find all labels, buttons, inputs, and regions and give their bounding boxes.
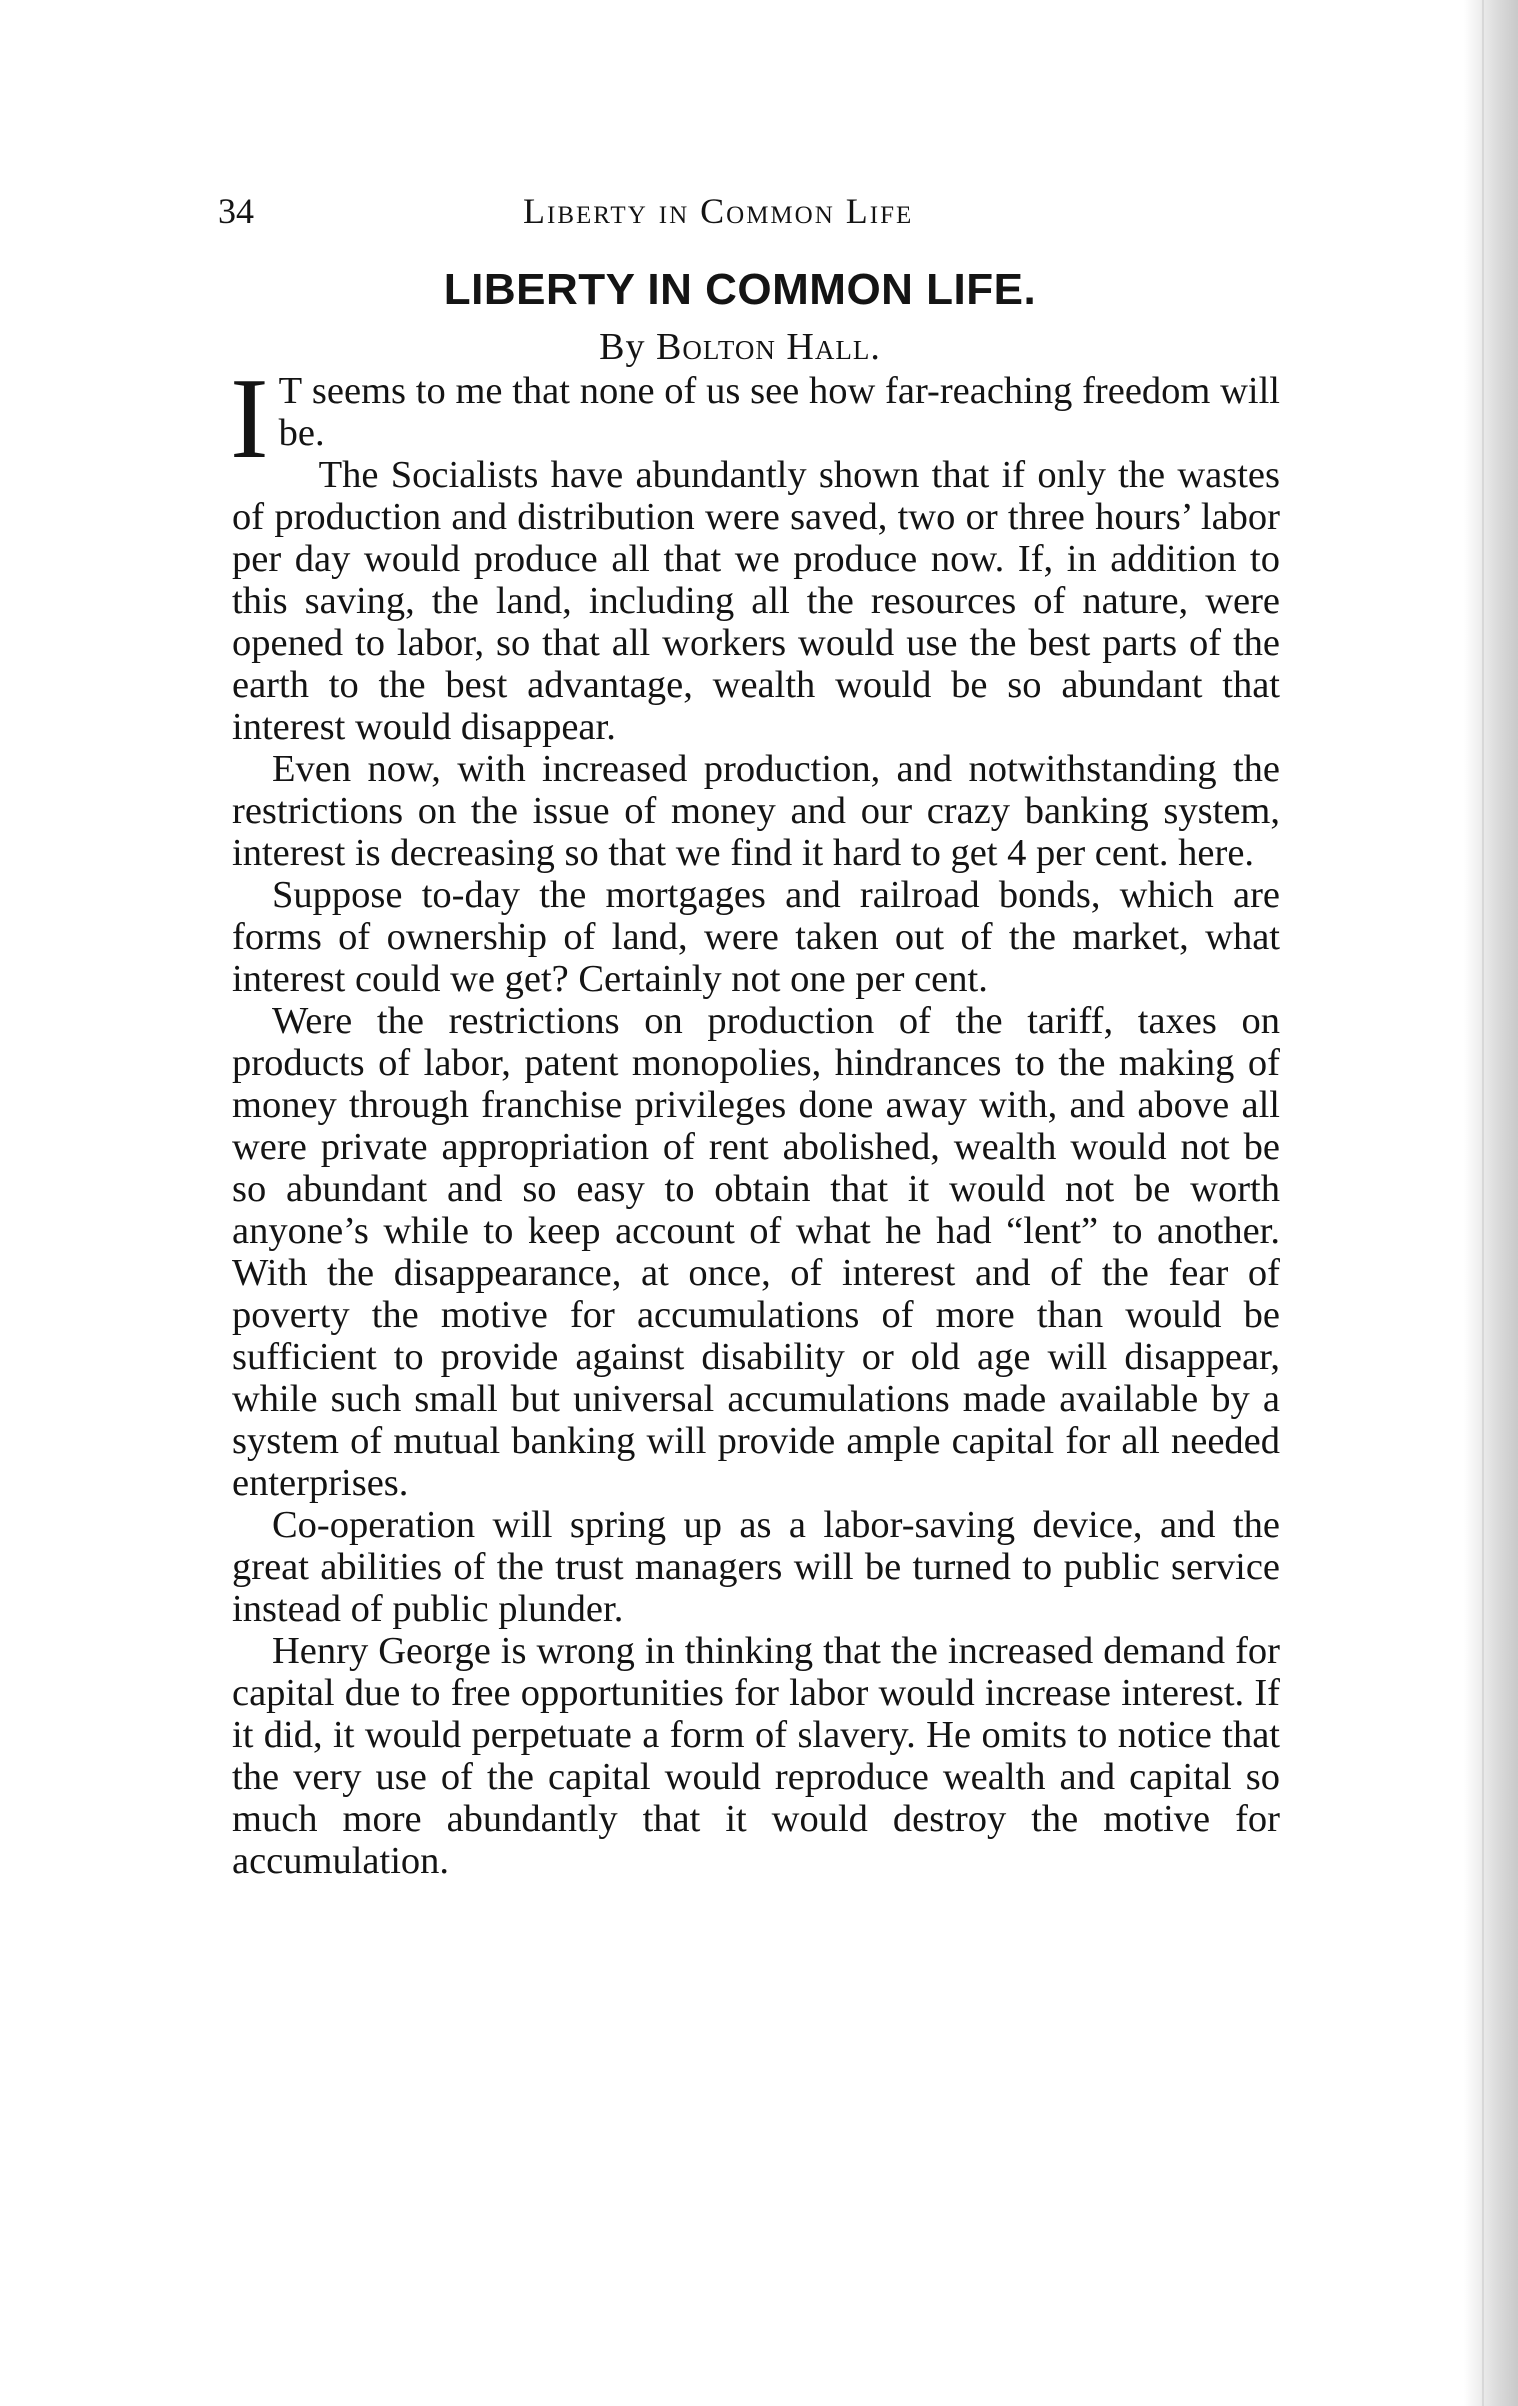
running-head <box>218 186 1278 236</box>
paragraph-6: Co-operation will spring up as a labor-saving device, and the great abilities of the trust managers will be turned to public service instead of public plunder. <box>232 1504 1280 1630</box>
byline-prefix: By <box>599 326 646 368</box>
paragraph-2: The Socialists have abundantly shown that if only the wastes of production and distribution were saved, two or three hours’ labor per day would produce all that we produce now. If, in addition to this saving, the land, including all the resources of nature, were opened to labor, so that all workers would use the best parts of the earth to the best advantage, wealth would be so abundant that interest would disappear. <box>232 454 1280 748</box>
paragraph-4: Suppose to-day the mortgages and railroad bonds, which are forms of ownership of land, were taken out of the market, what interest could we get? Certainly not one per cent. <box>232 874 1280 1000</box>
page-edge-line <box>1482 0 1484 2406</box>
paragraph-1-text: seems to me that none of us see how far-reaching freedom will be. <box>278 370 1280 454</box>
first-word-rest: T <box>278 370 303 412</box>
paragraph-1 <box>230 355 1280 483</box>
page-number: 34 <box>218 191 254 231</box>
paragraph-3: Even now, with increased production, and notwithstanding the restrictions on the issue of money and our crazy banking system, interest is decreasing so that we find it hard to get 4 per cent. here. <box>232 748 1280 874</box>
drop-cap: I <box>230 355 269 483</box>
byline-author: Bolton Hall. <box>656 326 881 368</box>
article-title: LIBERTY IN COMMON LIFE. <box>443 265 1037 314</box>
running-title: Liberty in Common Life <box>523 191 914 231</box>
paragraph-5: Were the restrictions on production of the tariff, taxes on products of labor, patent monopolies, hindrances to the making of money through franchise privileges done away with, and above all were private appropriation of rent abolished, wealth would not be so abundant and so easy to obtain that it would not be worth anyone’s while to keep account of what he had “lent” to another. With the disappearance, at once, of interest and of the fear of poverty the motive for accumulations of more than would be sufficient to provide against disability or old age will disappear, while such small but universal accumulations made available by a system of mutual banking will provide ample capital for all needed enterprises. <box>232 1000 1280 1504</box>
byline <box>200 322 1280 372</box>
paragraph-7: Henry George is wrong in thinking that the increased demand for capital due to free opportunities for labor would increase interest. If it did, it would perpetuate a form of slavery. He omits to notice that the very use of the capital would reproduce wealth and capital so much more abundantly that it would destroy the motive for accumulation. <box>232 1630 1280 1882</box>
article-body <box>230 355 1280 1882</box>
page-gutter-shadow <box>1464 0 1518 2406</box>
